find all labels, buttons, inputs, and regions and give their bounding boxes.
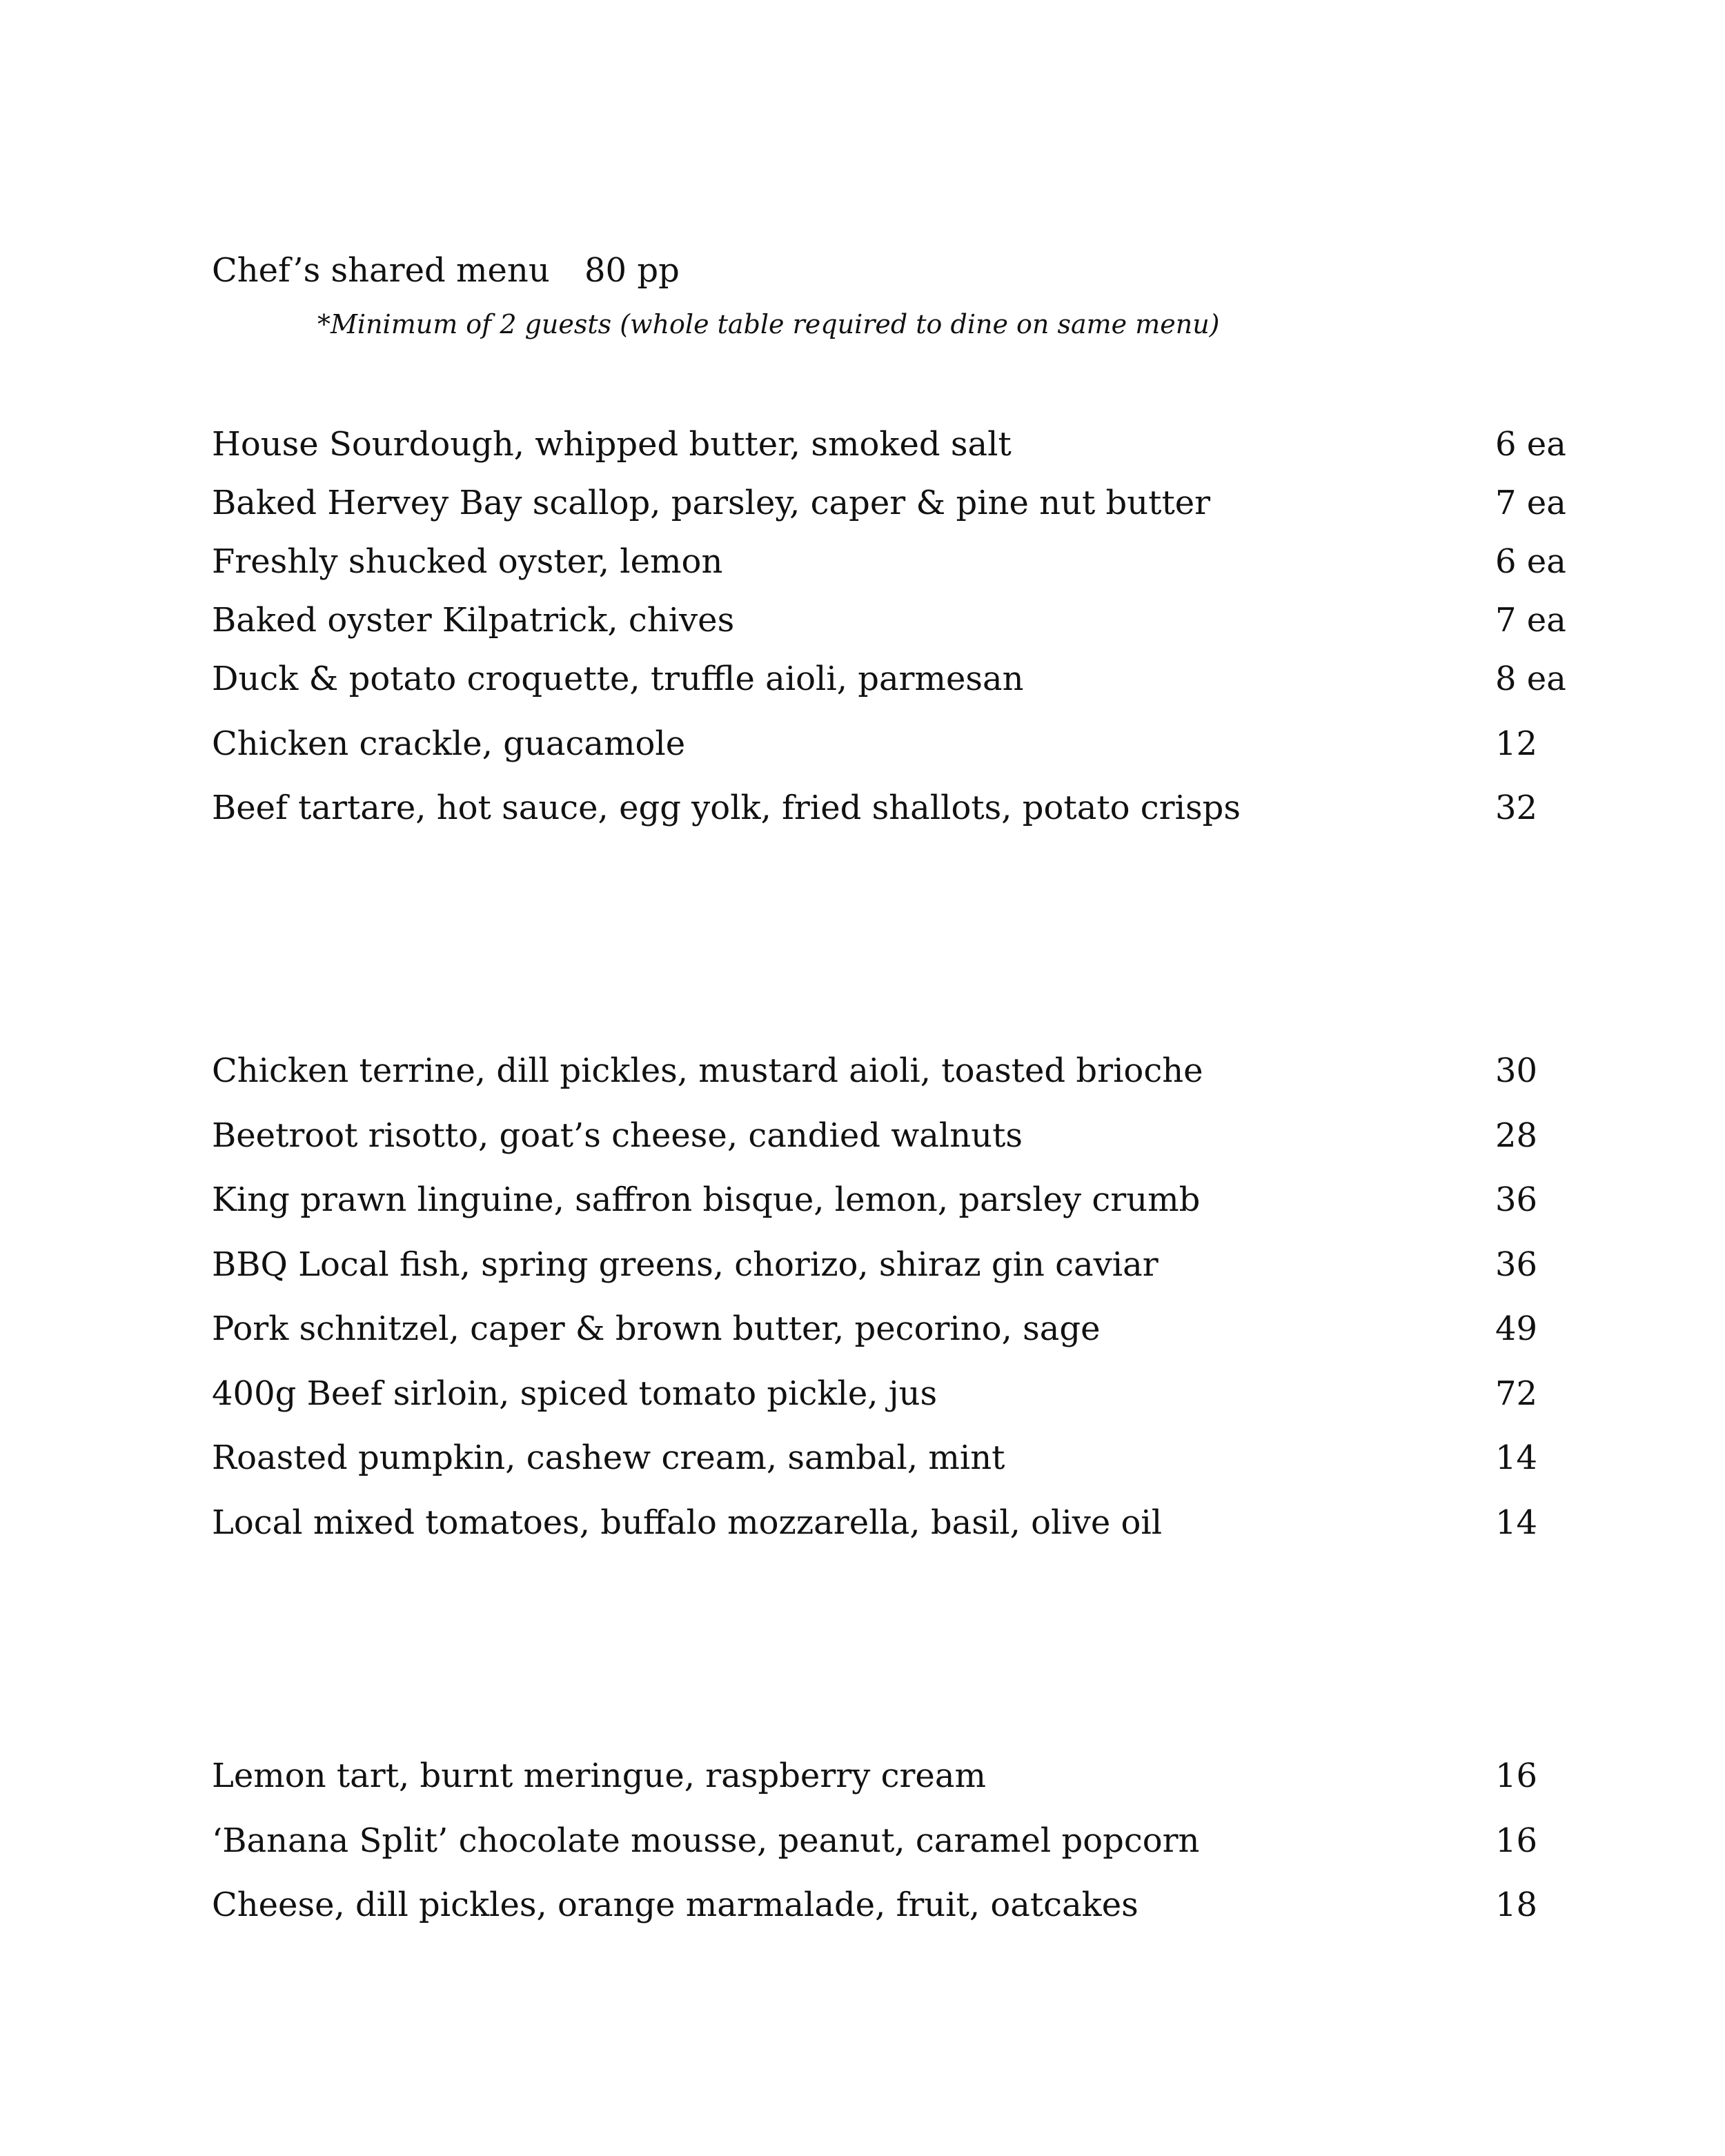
menu-item [212, 722, 1592, 787]
menu-item-price: 72 [1495, 1374, 1538, 1413]
menu-minimum-note: *Minimum of 2 guests (whole table required to dine on same menu) [317, 309, 1220, 339]
menu-per-person-price: 80 pp [584, 251, 680, 290]
menu-item-price: 36 [1495, 1180, 1538, 1219]
menu-item [212, 1819, 1592, 1883]
menu-item-name: Chicken terrine, dill pickles, mustard aioli, toasted brioche [212, 1051, 1203, 1090]
menu-item [212, 598, 1592, 657]
menu-item-price: 16 [1495, 1821, 1538, 1860]
menu-item [212, 1754, 1592, 1819]
menu-item [212, 657, 1592, 722]
menu-item-price: 8 ea [1495, 660, 1566, 698]
menu-item [212, 1307, 1592, 1372]
menu-item [212, 1178, 1592, 1243]
menu-section-desserts [212, 1754, 1592, 1948]
menu-item-name: Freshly shucked oyster, lemon [212, 542, 723, 581]
menu-item-price: 30 [1495, 1051, 1538, 1090]
menu-item-price: 28 [1495, 1116, 1538, 1155]
menu-item-name: Cheese, dill pickles, orange marmalade, fruit, oatcakes [212, 1886, 1138, 1924]
menu-item-price: 7 ea [1495, 601, 1566, 640]
menu-item-name: 400g Beef sirloin, spiced tomato pickle, jus [212, 1374, 938, 1413]
menu-item [212, 540, 1592, 598]
menu-item-name: Chicken crackle, guacamole [212, 724, 686, 763]
menu-item [212, 1883, 1592, 1948]
menu-item [212, 786, 1592, 844]
menu-item [212, 422, 1592, 481]
menu-item-name: Lemon tart, burnt meringue, raspberry cream [212, 1757, 986, 1795]
menu-item-name: Beef tartare, hot sauce, egg yolk, fried shallots, potato crisps [212, 789, 1241, 827]
menu-item-price: 12 [1495, 724, 1538, 763]
menu-item-price: 14 [1495, 1438, 1538, 1477]
menu-item-price: 16 [1495, 1757, 1538, 1795]
menu-item-price: 36 [1495, 1245, 1538, 1284]
menu-item-name: BBQ Local fish, spring greens, chorizo, shiraz gin caviar [212, 1245, 1159, 1284]
menu-item-price: 14 [1495, 1503, 1538, 1542]
menu-item [212, 1243, 1592, 1307]
menu-item-name: Baked Hervey Bay scallop, parsley, caper & pine nut butter [212, 484, 1211, 522]
menu-item-name: House Sourdough, whipped butter, smoked salt [212, 425, 1012, 464]
menu-item [212, 1372, 1592, 1436]
menu-item-price: 49 [1495, 1309, 1538, 1348]
menu-item-price: 7 ea [1495, 484, 1566, 522]
menu-item [212, 1436, 1592, 1501]
menu-item [212, 1114, 1592, 1178]
menu-item-name: Baked oyster Kilpatrick, chives [212, 601, 735, 640]
menu-item-price: 6 ea [1495, 425, 1566, 464]
menu-item-name: ‘Banana Split’ chocolate mousse, peanut, caramel popcorn [212, 1821, 1200, 1860]
menu-title: Chef’s shared menu [212, 251, 550, 290]
menu-item-price: 32 [1495, 789, 1538, 827]
menu-item-name: Duck & potato croquette, truffle aioli, parmesan [212, 660, 1024, 698]
menu-section-snacks [212, 422, 1592, 844]
menu-item-name: King prawn linguine, saffron bisque, lemon, parsley crumb [212, 1180, 1201, 1219]
menu-item-price: 18 [1495, 1886, 1538, 1924]
menu-section-mains [212, 1049, 1592, 1565]
menu-item [212, 1049, 1592, 1114]
menu-item-price: 6 ea [1495, 542, 1566, 581]
menu-item [212, 481, 1592, 540]
menu-item-name: Roasted pumpkin, cashew cream, sambal, mint [212, 1438, 1005, 1477]
menu-item-name: Local mixed tomatoes, buffalo mozzarella, basil, olive oil [212, 1503, 1163, 1542]
menu-item-name: Pork schnitzel, caper & brown butter, pecorino, sage [212, 1309, 1101, 1348]
menu-item-name: Beetroot risotto, goat’s cheese, candied walnuts [212, 1116, 1023, 1155]
menu-item [212, 1501, 1592, 1565]
